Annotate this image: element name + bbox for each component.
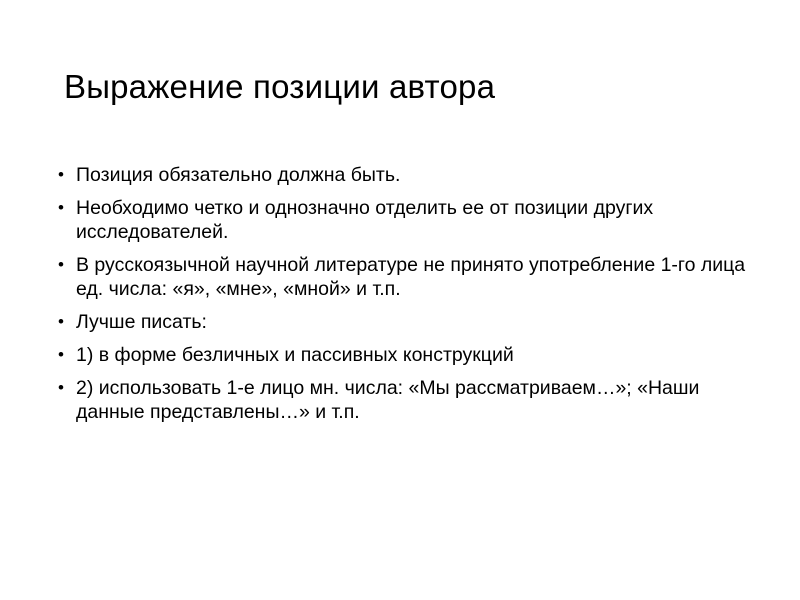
bullet-dot-icon: • — [58, 378, 64, 397]
bullet-item — [56, 310, 746, 334]
bullet-text: 2) использовать 1-е лицо мн. числа: «Мы рассматриваем…»; «Наши данные представлены…» и т.п. — [76, 377, 700, 423]
bullet-dot-icon: • — [58, 165, 64, 184]
bullet-text: Лучше писать: — [76, 311, 207, 333]
bullet-list — [56, 163, 746, 433]
bullet-item — [56, 253, 746, 301]
bullet-dot-icon: • — [58, 198, 64, 217]
bullet-dot-icon: • — [58, 345, 64, 364]
bullet-dot-icon: • — [58, 312, 64, 331]
bullet-text: В русскоязычной научной литературе не принято употребление 1-го лица ед. числа: «я», «мне», «мной» и т.п. — [76, 254, 746, 300]
bullet-text: Необходимо четко и однозначно отделить ее от позиции других исследователей. — [76, 197, 654, 243]
bullet-text: Позиция обязательно должна быть. — [76, 164, 401, 186]
slide-title: Выражение позиции автора — [64, 68, 496, 105]
bullet-item — [56, 376, 746, 424]
bullet-item — [56, 163, 746, 187]
bullet-item — [56, 343, 746, 367]
bullet-item — [56, 196, 746, 244]
bullet-dot-icon: • — [58, 255, 64, 274]
bullet-text: 1) в форме безличных и пассивных конструкций — [76, 344, 514, 366]
